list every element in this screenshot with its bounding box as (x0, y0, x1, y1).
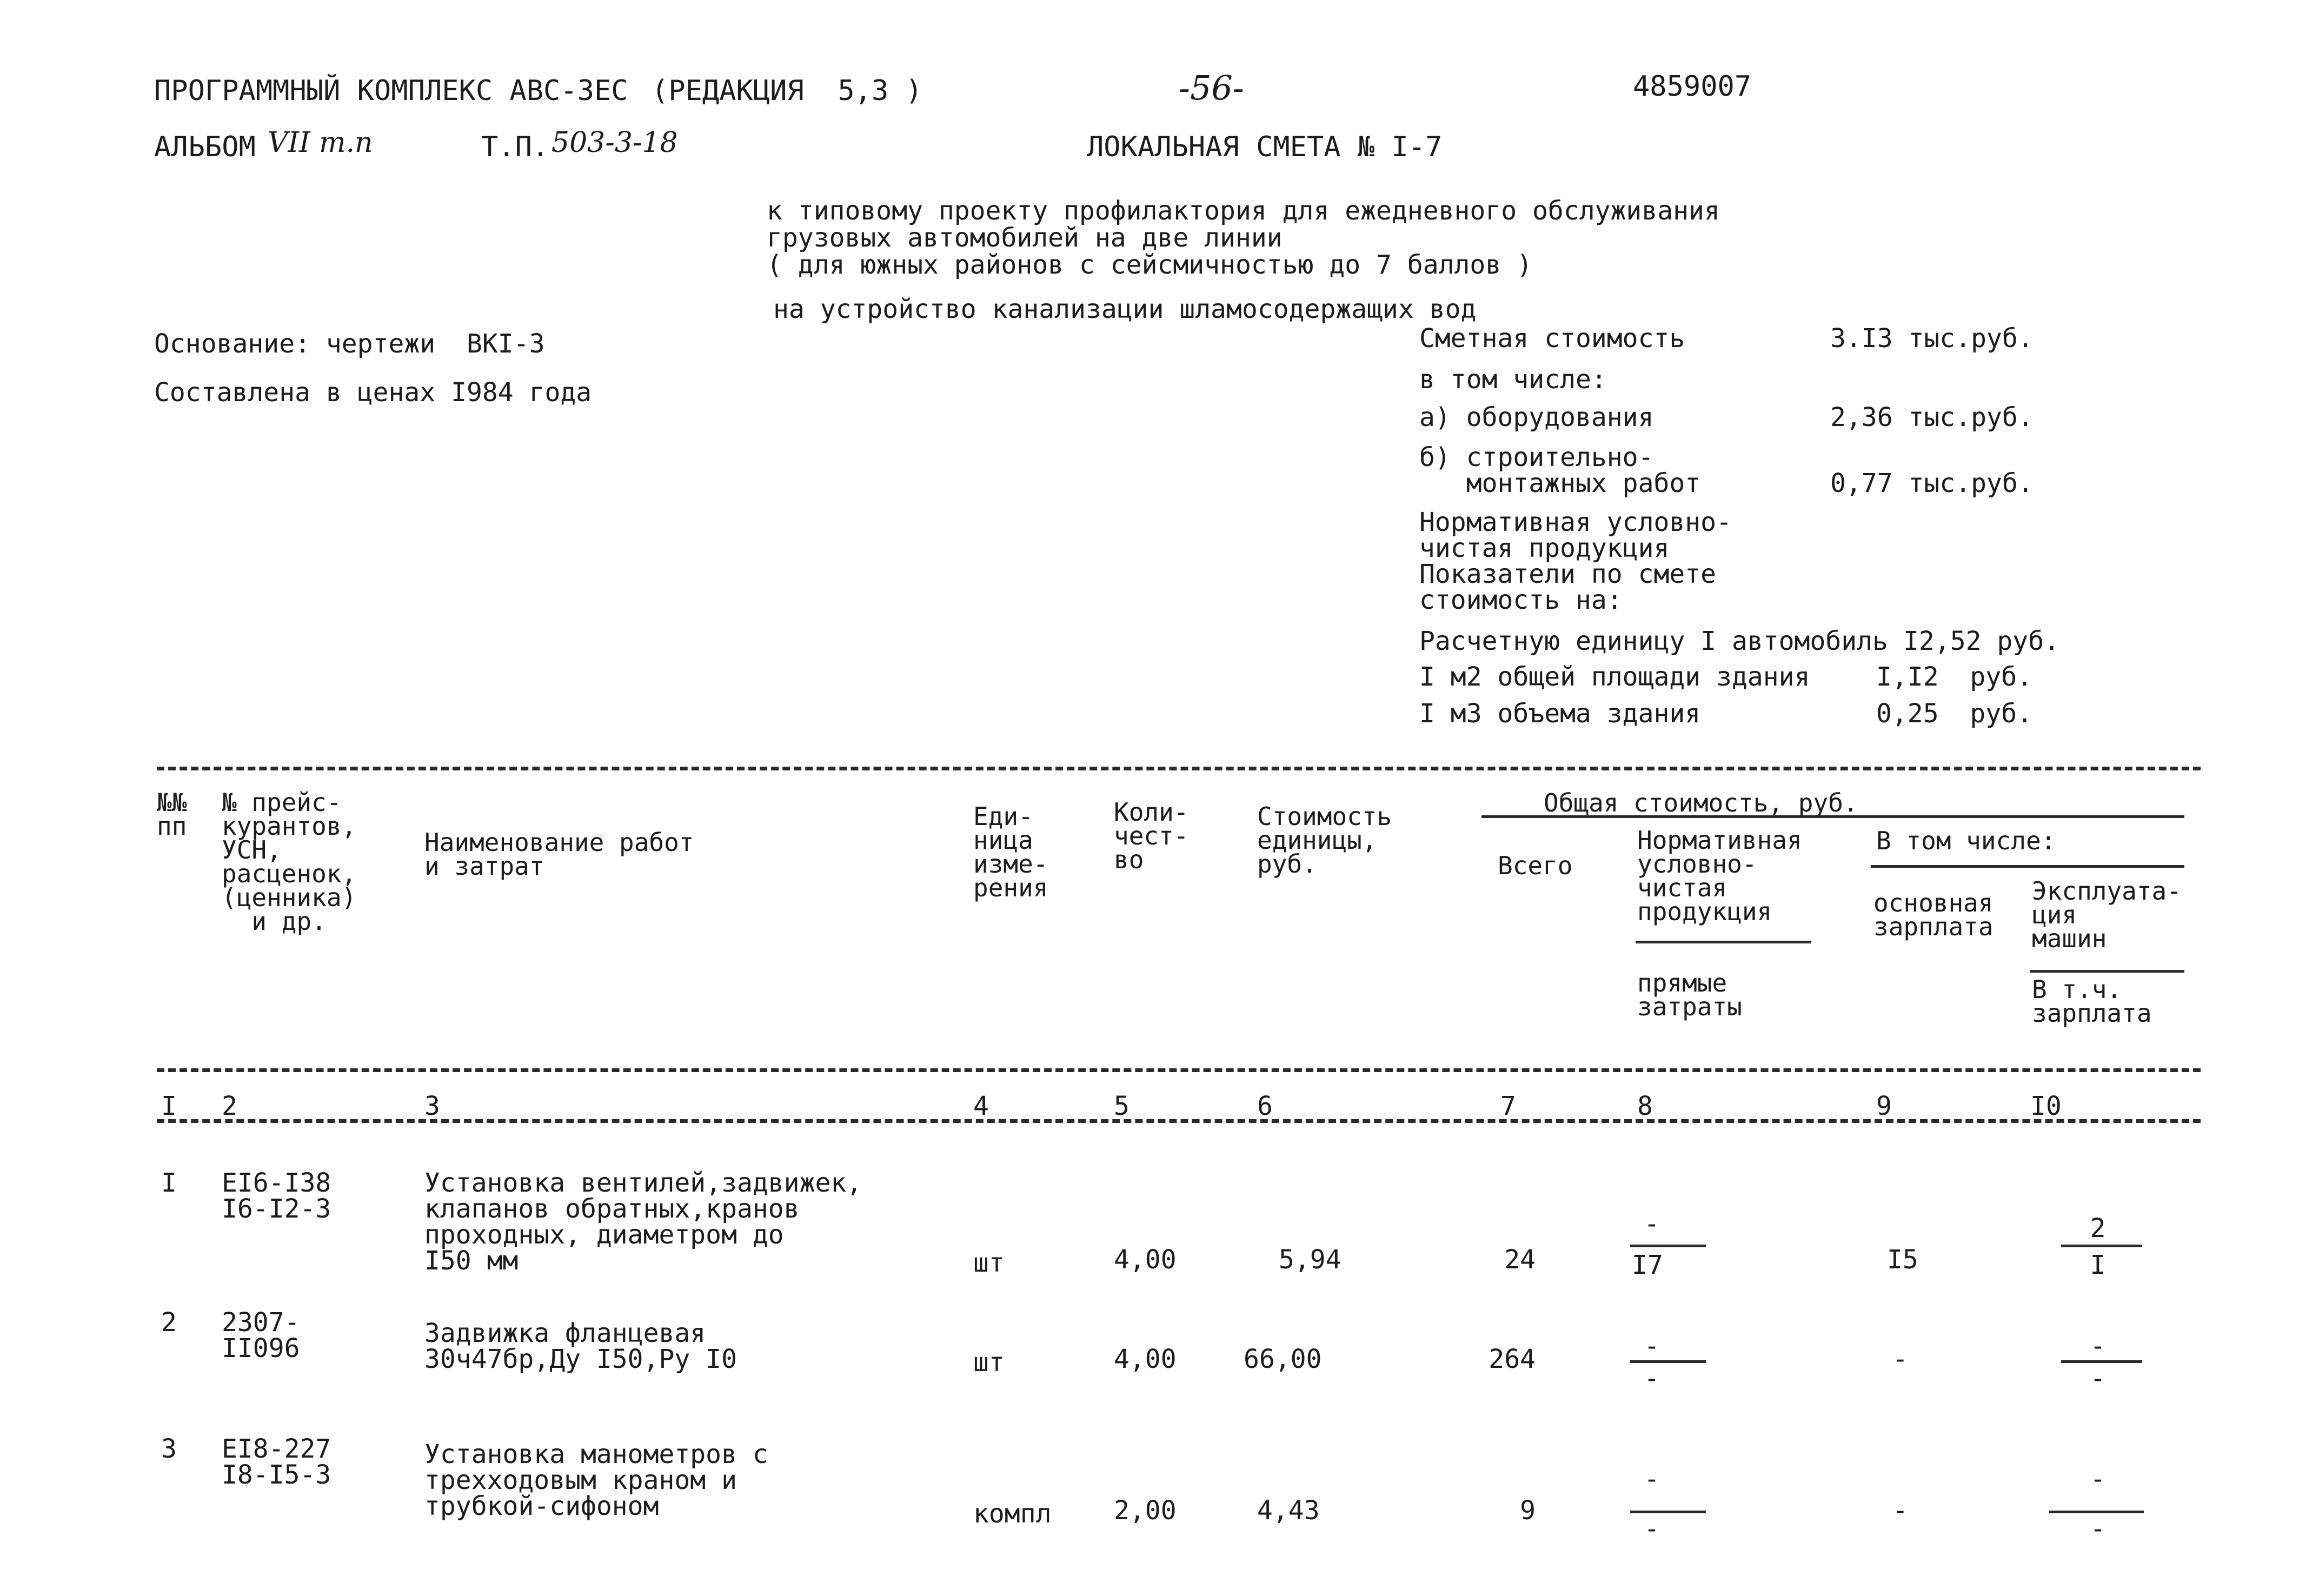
tp-label: Т.П. (481, 131, 549, 163)
row-2-salary: - (1892, 1344, 1908, 1374)
summary-per-m3-label: I м3 объема здания (1419, 699, 1701, 729)
summary-total-label: Сметная стоимость (1419, 323, 1685, 354)
row-1-code: EI6-I38 I6-I2-3 (222, 1168, 331, 1224)
row-2-qty: 4,00 (1114, 1344, 1177, 1374)
header-col-normative: Нормативная условно- чистая продукция (1637, 826, 1802, 926)
header-col-machines-salary: В т.ч. зарплата (2032, 975, 2152, 1028)
summary-total-value: 3.I3 тыс.руб. (1830, 323, 2034, 354)
row-1-salary: I5 (1887, 1245, 1918, 1275)
tp-value: 503-3-18 (552, 127, 678, 159)
row-2-code: 2307- II096 (222, 1307, 300, 1364)
column-number-4: 4 (973, 1091, 989, 1121)
row-2-normative: - (1644, 1331, 1660, 1361)
column-number-6: 6 (1257, 1091, 1273, 1121)
column-number-8: 8 (1637, 1091, 1653, 1121)
row-1-machines: 2 (2090, 1213, 2106, 1243)
column-number-3: 3 (424, 1091, 440, 1121)
row-3-salary: - (1892, 1495, 1908, 1526)
row-3-normative-rule (1630, 1511, 1706, 1513)
header-col-code: № прейс- курантов, УСН, расценок, (ценника) и др. (222, 788, 357, 936)
row-3-name: Установка манометров с трехходовым краном и трубкой-сифоном (424, 1439, 768, 1521)
summary-construction-value: 0,77 тыс.руб. (1830, 468, 2034, 498)
album-value: VII т.п (268, 127, 373, 159)
row-2-number: 2 (161, 1307, 177, 1338)
row-3-number: 3 (161, 1434, 177, 1464)
summary-per-m3-value: 0,25 руб. (1876, 699, 2032, 729)
row-3-qty: 2,00 (1114, 1495, 1177, 1526)
row-3-unit: компл (973, 1499, 1052, 1529)
summary-construction-label: б) строительно- монтажных работ (1419, 442, 1701, 498)
row-3-unit-price: 4,43 (1257, 1495, 1320, 1526)
summary-including: в том числе: (1419, 364, 1607, 395)
row-3-total: 9 (1520, 1495, 1536, 1526)
row-2-total: 264 (1489, 1344, 1536, 1374)
row-3-normative: - (1644, 1464, 1660, 1494)
row-2-machines: - (2090, 1331, 2106, 1361)
column-number-9: 9 (1876, 1091, 1892, 1121)
row-3-code: EI8-227 I8-I5-3 (222, 1434, 331, 1490)
summary-per-unit-value: I2,52 руб. (1903, 626, 2059, 656)
row-2-machines-rule (2061, 1360, 2142, 1363)
header-including-group: В том числе: (1876, 826, 2056, 855)
row-2-machines-salary: - (2090, 1364, 2106, 1394)
column-number-1: I (161, 1091, 177, 1121)
row-1-normative: - (1644, 1209, 1660, 1239)
row-3-machines-rule (2049, 1511, 2144, 1513)
summary-equipment-value: 2,36 тыс.руб. (1830, 402, 2034, 433)
header-col-unit-price: Стоимость единицы, руб. (1257, 802, 1392, 879)
project-line-3: ( для южных районов с сейсмичностью до 7 баллов ) (767, 250, 1533, 280)
summary-equipment-label: а) оборудования (1419, 402, 1654, 433)
row-1-normative-rule (1630, 1245, 1706, 1247)
row-1-direct-costs: I7 (1632, 1250, 1663, 1280)
row-1-name: Установка вентилей,задвижек, клапанов обратных,кранов проходных, диаметром до I50 мм (424, 1168, 862, 1276)
header-col-total: Всего (1498, 851, 1573, 880)
header-col-direct-costs: прямые затраты (1637, 968, 1742, 1021)
header-machines-rule (2030, 970, 2184, 973)
header-total-group: Общая стоимость, руб. (1544, 788, 1858, 817)
summary-per-m2-label: I м2 общей площади здания (1419, 662, 1810, 692)
row-1-unit-price: 5,94 (1279, 1245, 1341, 1275)
estimate-title: ЛОКАЛЬНАЯ СМЕТА № I-7 (1087, 131, 1443, 163)
table-top-rule (157, 767, 2201, 770)
row-2-unit-price: 66,00 (1244, 1344, 1322, 1374)
header-col-machines: Эксплуата- ция машин (2032, 876, 2182, 953)
edition: (РЕДАКЦИЯ 5,3 ) (652, 75, 922, 107)
row-1-qty: 4,00 (1114, 1245, 1177, 1275)
row-1-total: 24 (1504, 1245, 1536, 1275)
row-2-name: Задвижка фланцевая 30ч47бр,Ду I50,Ру I0 (424, 1318, 737, 1374)
table-header-bottom-rule (157, 1068, 2201, 1072)
row-3-machines: - (2090, 1464, 2106, 1494)
column-numbers-rule (157, 1119, 2201, 1123)
header-normative-rule (1636, 941, 1811, 943)
column-number-10: I0 (2030, 1091, 2062, 1121)
album-label: АЛЬБОМ (154, 131, 256, 163)
basis-prices: Составлена в ценах I984 года (154, 377, 592, 408)
header-col-qty: Коли- чест- во (1114, 797, 1189, 874)
header-col-salary: основная зарплата (1873, 888, 1994, 941)
basis-drawings: Основание: чертежи ВКI-3 (154, 329, 545, 359)
row-1-machines-rule (2061, 1245, 2142, 1247)
column-number-2: 2 (222, 1091, 237, 1121)
row-2-direct-costs: - (1644, 1364, 1660, 1394)
estimate-subject: на устройство канализации шламосодержащих вод (773, 294, 1477, 324)
header-including-rule (1871, 865, 2184, 868)
summary-normative-label: Нормативная условно- чистая продукция Показатели по смете стоимость на: (1419, 507, 1732, 615)
project-line-2: грузовых автомобилей на две линии (767, 223, 1283, 253)
row-1-number: I (161, 1168, 177, 1198)
column-number-7: 7 (1500, 1091, 1516, 1121)
header-total-group-rule (1481, 815, 2184, 818)
document-code: 4859007 (1633, 70, 1752, 103)
project-line-1: к типовому проекту профилактория для ежедневного обслуживания (767, 196, 1720, 226)
header-col-name: Наименование работ и затрат (424, 828, 694, 881)
row-2-unit: шт (973, 1347, 1005, 1378)
summary-per-m2-value: I,I2 руб. (1876, 662, 2032, 692)
header-col-unit: Еди- ница изме- рения (973, 802, 1048, 902)
page-number: -56- (1179, 68, 1244, 108)
program-name: ПРОГРАММНЫЙ КОМПЛЕКС АВС-ЗЕС (154, 75, 628, 107)
row-3-machines-salary: - (2090, 1514, 2106, 1544)
row-3-direct-costs: - (1644, 1514, 1660, 1544)
column-number-5: 5 (1114, 1091, 1129, 1121)
summary-per-unit-label: Расчетную единицу I автомобиль (1419, 626, 1888, 656)
row-2-normative-rule (1630, 1360, 1706, 1363)
header-col-number: №№ пп (157, 788, 187, 841)
row-1-unit: шт (973, 1248, 1005, 1278)
row-1-machines-salary: I (2090, 1250, 2106, 1280)
